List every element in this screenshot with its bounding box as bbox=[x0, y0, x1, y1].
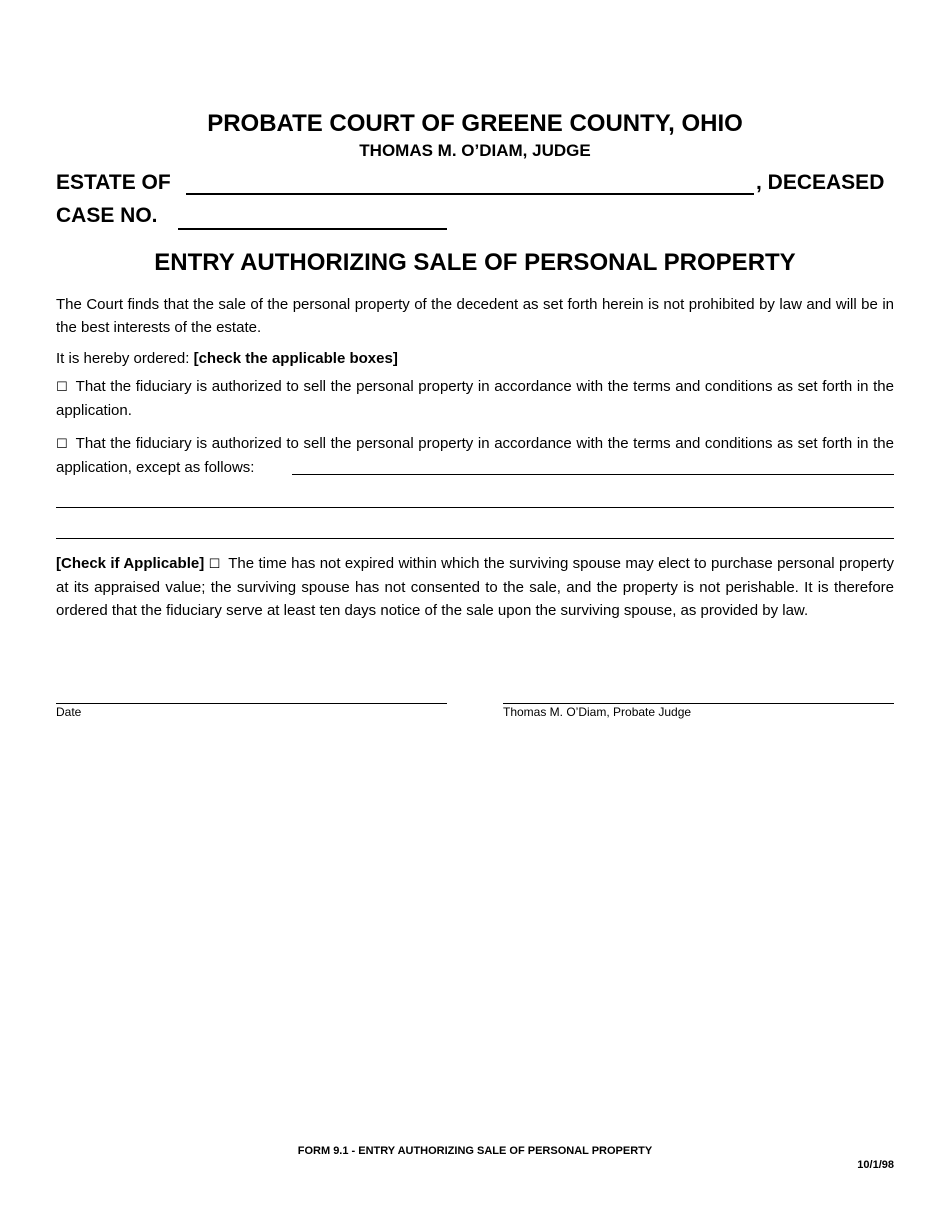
judge-signature-line[interactable] bbox=[503, 703, 894, 704]
form-title: ENTRY AUTHORIZING SALE OF PERSONAL PROPERTY bbox=[154, 249, 796, 276]
option-authorized-sale-except-text: That the fiduciary is authorized to sell the personal property in accordance with the terms and conditions as set forth in the application, except as follows: bbox=[56, 435, 894, 476]
estate-name-field[interactable] bbox=[186, 193, 754, 195]
check-if-applicable-label: [Check if Applicable] bbox=[56, 555, 205, 572]
option-authorized-sale bbox=[56, 375, 894, 422]
case-number-field[interactable] bbox=[178, 228, 447, 230]
order-intro bbox=[56, 347, 894, 370]
order-intro-text: It is hereby ordered: bbox=[56, 350, 194, 367]
date-signature-line[interactable] bbox=[56, 703, 447, 704]
spouse-notice-paragraph bbox=[56, 552, 894, 622]
deceased-label: , DECEASED bbox=[756, 171, 885, 194]
order-intro-instruction: [check the applicable boxes] bbox=[193, 350, 398, 367]
exceptions-field[interactable] bbox=[292, 474, 894, 475]
footer-form-name: FORM 9.1 - ENTRY AUTHORIZING SALE OF PERSONAL PROPERTY bbox=[297, 1145, 653, 1157]
judge-name: THOMAS M. O’DIAM, JUDGE bbox=[359, 141, 591, 160]
estate-row bbox=[56, 171, 896, 197]
date-label: Date bbox=[56, 705, 82, 719]
estate-label: ESTATE OF bbox=[56, 171, 171, 194]
case-number-label: CASE NO. bbox=[56, 204, 158, 227]
authorized-sale-except-checkbox[interactable]: ☐ bbox=[56, 437, 68, 452]
spouse-notice-checkbox[interactable]: ☐ bbox=[208, 557, 221, 572]
spouse-notice-text: The time has not expired within which the surviving spouse may elect to purchase personal property at its appraised value; the surviving spouse has not consented to the sale, and the property is not perishable. It is therefore ordered that the fiduciary serve at least ten days notice of the sale upon the surviving spouse, as provided by law. bbox=[56, 555, 895, 619]
court-name: PROBATE COURT OF GREENE COUNTY, OHIO bbox=[207, 110, 743, 137]
findings-paragraph: The Court finds that the sale of the personal property of the decedent as set forth herein is not prohibited by law and will be in the best interests of the estate. bbox=[56, 296, 894, 336]
option-authorized-sale-text: That the fiduciary is authorized to sell the personal property in accordance with the terms and conditions as set forth in the application. bbox=[56, 378, 894, 419]
judge-signature-label: Thomas M. O’Diam, Probate Judge bbox=[503, 705, 692, 719]
case-row bbox=[56, 204, 476, 230]
authorized-sale-checkbox[interactable]: ☐ bbox=[56, 380, 68, 395]
option-authorized-sale-except bbox=[56, 432, 894, 479]
exceptions-field-line-3[interactable] bbox=[56, 538, 894, 539]
exceptions-field-line-2[interactable] bbox=[56, 507, 894, 508]
footer-revision-date: 10/1/98 bbox=[857, 1159, 894, 1171]
